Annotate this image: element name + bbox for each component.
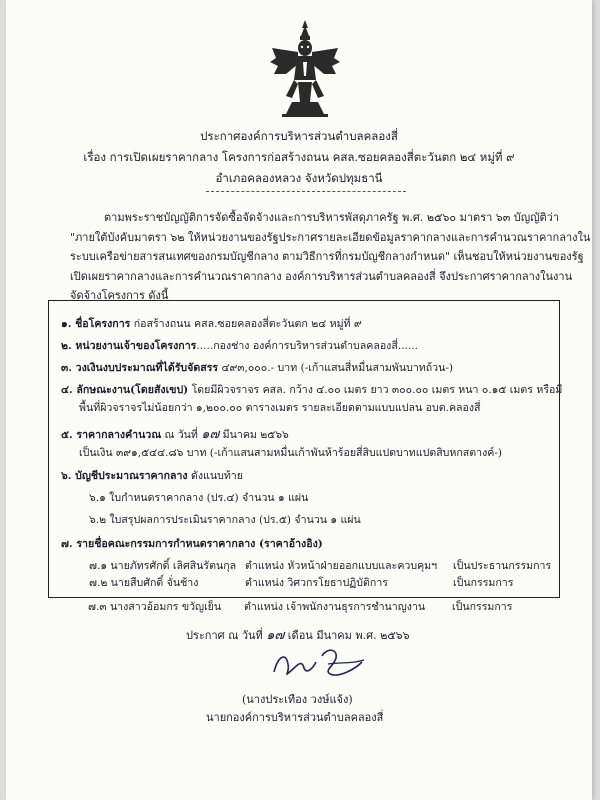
item-2 xyxy=(61,337,418,354)
item-label: ๒. หน่วยงานเจ้าของโครงการ xyxy=(61,340,197,352)
document-page xyxy=(6,0,592,800)
intro-line: "ภายใต้บังคับมาตรา ๖๒ ให้หน่วยงานของรัฐประกาศรายละเอียดข้อมูลราคากลางและการคำนวณราคากลางใน xyxy=(70,230,591,244)
committee-name: ๗.๓ นางสาวอ้อมกร ขวัญเย็น xyxy=(88,601,222,613)
item-4 xyxy=(61,381,562,398)
committee-role: เป็นประธานกรรมการ xyxy=(453,560,552,572)
committee-role: เป็นกรรมการ xyxy=(453,577,514,589)
signer-title: นายกองค์การบริหารส่วนตำบลคลองสี่ xyxy=(206,711,384,724)
signature xyxy=(268,642,368,686)
item-value: ๔๙๓,๐๐๐.- บาท (-เก้าแสนสี่หมื่นสามพันบาทถ้วน-) xyxy=(218,362,454,374)
district-line: อำเภอคลองหลวง จังหวัดปทุมธานี xyxy=(215,171,383,185)
intro-line: จัดจ้างโครงการ ดังนี้ xyxy=(70,289,169,302)
garuda-emblem xyxy=(268,18,342,118)
committee-position: ตำแหน่ง วิศวกรโยธาปฏิบัติการ xyxy=(245,577,388,589)
item-value: ก่อสร้างถนน คสล.ซอยคลองสี่ตะวันตก ๒๔ หมู่ที่ ๙ xyxy=(130,318,362,330)
item-7: ๗. รายชื่อคณะกรรมการกำหนดราคากลาง (ราคาอ้างอิง) xyxy=(61,538,323,550)
intro-paragraph xyxy=(70,208,591,306)
item-label: ๑. ชื่อโครงการ xyxy=(61,318,131,330)
committee-name: ๗.๒ นายสืบศักดิ์ จั่นช้าง xyxy=(89,577,199,589)
intro-line: ระบบเครือข่ายสารสนเทศของกรมบัญชีกลาง ตามวิธีการที่กรมบัญชีกลางกำหนด" เห็นชอบให้หน่วยงานของรัฐ xyxy=(70,250,584,263)
item-value: ดังแนบท้าย xyxy=(187,470,243,482)
item-value: ณ วันที่ xyxy=(161,429,202,441)
item-6-2: ๖.๒ ใบสรุปผลการประเมินราคากลาง (ปร.๕) จำนวน ๑ แผ่น xyxy=(89,514,361,526)
item-value: .....กองช่าง องค์การบริหารส่วนตำบลคลองสี่...... xyxy=(196,340,419,352)
signer-name: (นางประเทือง วงษ์แจ้ง) xyxy=(242,693,353,706)
intro-line: ตามพระราชบัญญัติการจัดซื้อจัดจ้างและการบริหารพัสดุภาครัฐ พ.ศ. ๒๕๖๐ มาตรา ๖๓ บัญญัติว่า xyxy=(104,211,559,224)
handwritten-day: ๑๗ xyxy=(201,427,220,442)
item-label: ๕. ราคากลางคำนวณ xyxy=(61,429,162,441)
item-6 xyxy=(61,467,243,484)
subject-title: เรื่อง การเปิดเผยราคากลาง โครงการก่อสร้างถนน คสล.ซอยคลองสี่ตะวันตก ๒๔ หมู่ที่ ๙ xyxy=(83,150,515,164)
handwritten-day: ๑๗ xyxy=(266,628,285,643)
item-label: ๔. ลักษณะงาน(โดยสังเขป) xyxy=(61,384,189,396)
announce-text: ประกาศ ณ วันที่ xyxy=(186,629,267,642)
committee-name: ๗.๑ นายภัทรศักดิ์ เลิศสินรัตนกุล xyxy=(89,560,237,572)
committee-position: ตำแหน่ง เจ้าพนักงานธุรการชำนาญงาน xyxy=(244,601,426,613)
item-4-continued: พื้นที่ผิวจราจรไม่น้อยกว่า ๑,๒๐๐.๐๐ ตารางเมตร รายละเอียดตามแบบแปลน อบต.คลองสี่ xyxy=(79,402,481,414)
org-title: ประกาศองค์การบริหารส่วนตำบลคลองสี่ xyxy=(200,129,398,143)
item-label: ๓. วงเงินงบประมาณที่ได้รับจัดสรร xyxy=(61,362,219,374)
committee-position: ตำแหน่ง หัวหน้าฝ่ายออกแบบและควบคุมฯ xyxy=(245,560,438,572)
announce-text: เดือน มีนาคม พ.ศ. ๒๕๖๖ xyxy=(284,629,410,642)
item-3 xyxy=(61,359,453,376)
item-label: ๖. บัญชีประมาณราคากลาง xyxy=(61,470,188,482)
item-value: มีนาคม ๒๕๖๖ xyxy=(219,429,289,441)
project-details-box xyxy=(48,300,563,598)
intro-line: เปิดเผยราคากลางและการคำนวณราคากลาง องค์การบริหารส่วนตำบลคลองสี่ จึงประกาศราคากลางในงาน xyxy=(70,269,573,283)
item-6-1: ๖.๑ ใบกำหนดราคากลาง (ปร.๔) จำนวน ๑ แผ่น xyxy=(89,492,309,504)
committee-role: เป็นกรรมการ xyxy=(452,601,513,613)
item-5 xyxy=(61,423,289,444)
item-value: โดยมีผิวจราจร คสล. กว้าง ๔.๐๐ เมตร ยาว ๓๐๐.๐๐ เมตร หนา ๐.๑๕ เมตร หรือมี xyxy=(188,384,563,396)
item-5-amount: เป็นเงิน ๓๙๑,๕๔๔.๘๖ บาท (-เก้าแสนสามหมื่นเก้าพันห้าร้อยสี่สิบแปดบาทแปดสิบหกสตางค์-) xyxy=(79,447,503,459)
divider xyxy=(206,191,406,192)
item-1 xyxy=(61,315,362,332)
